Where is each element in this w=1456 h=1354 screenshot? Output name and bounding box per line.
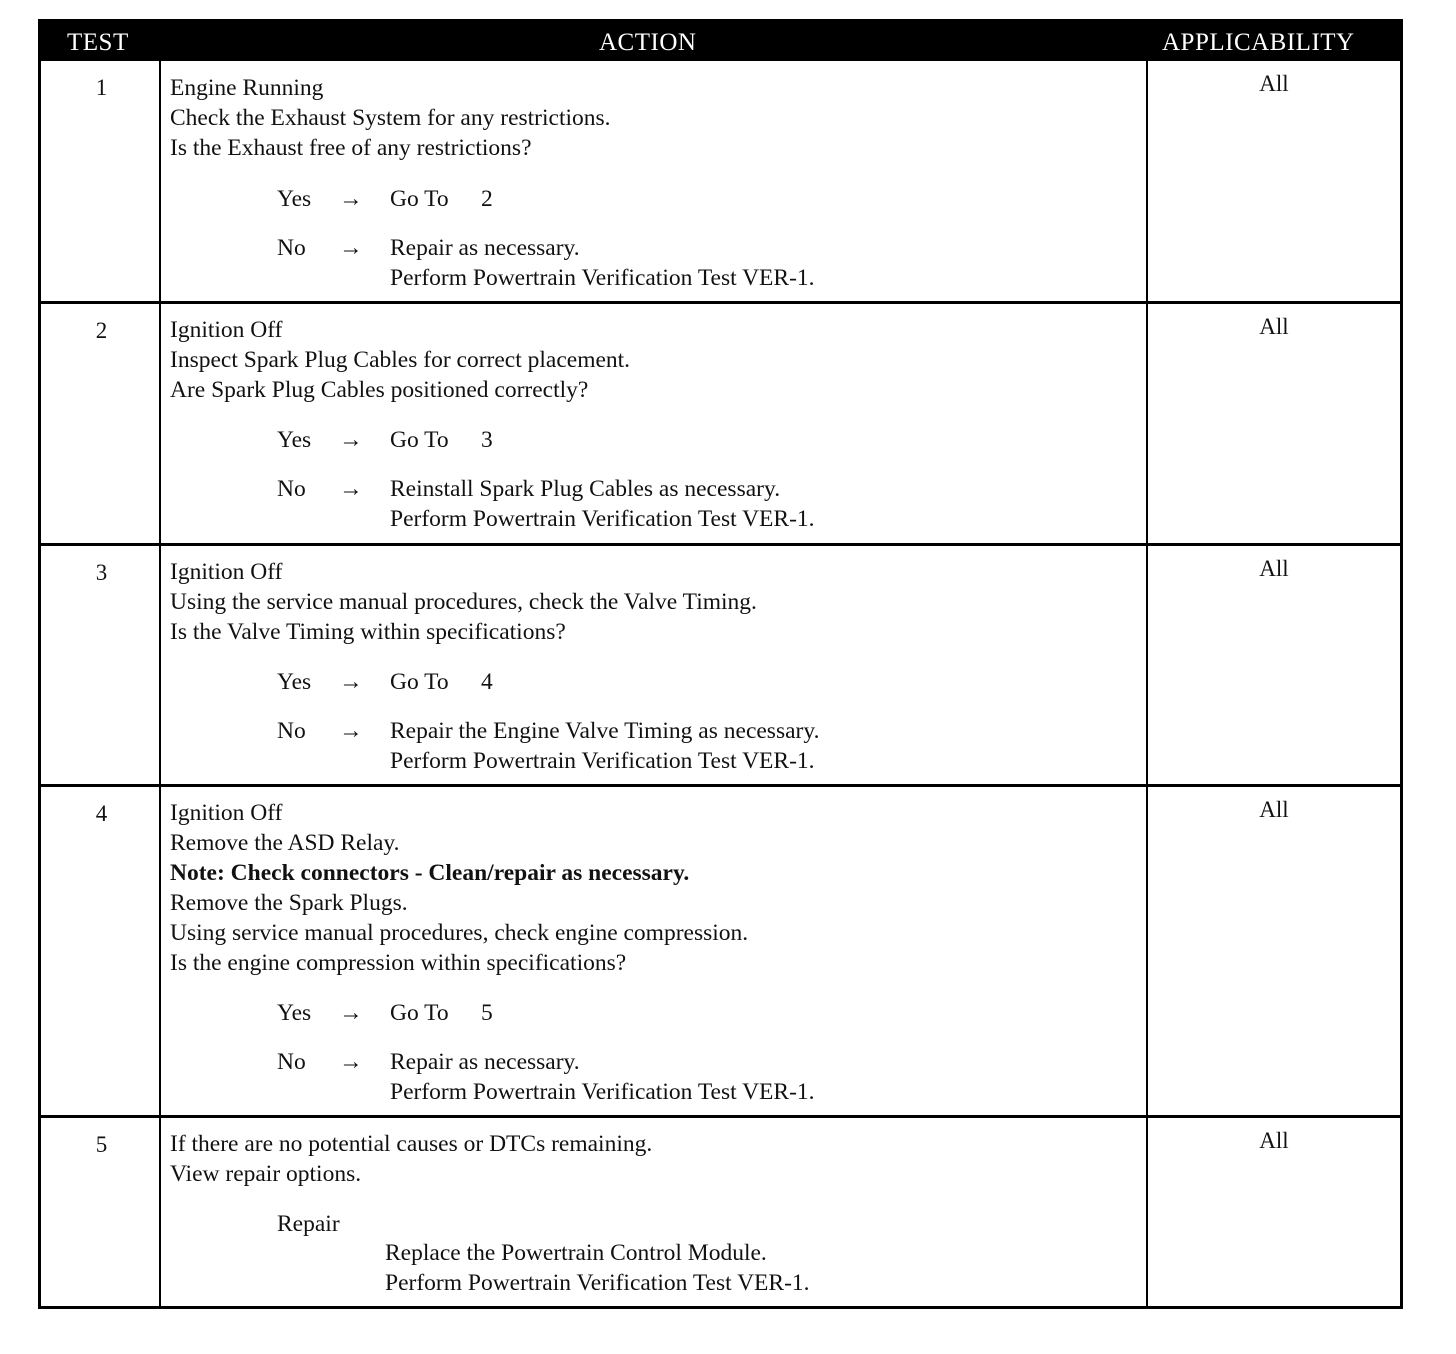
no-result-text: Perform Powertrain Verification Test VER-1. xyxy=(390,1079,815,1105)
goto-text: Go To xyxy=(390,669,449,695)
applicability-value: All xyxy=(1259,556,1289,581)
no-result-text: Perform Powertrain Verification Test VER-1. xyxy=(390,265,815,291)
goto-target-link[interactable]: 4 xyxy=(481,669,493,695)
header-applicability: APPLICABILITY xyxy=(1162,29,1355,56)
test-number: 3 xyxy=(95,560,108,585)
no-label: No xyxy=(277,718,306,744)
test-number: 5 xyxy=(95,1132,108,1157)
applicability-value: All xyxy=(1259,71,1289,96)
no-label: No xyxy=(277,476,306,502)
table-row xyxy=(41,546,1400,786)
goto-text: Go To xyxy=(390,186,449,212)
no-result-text: Repair as necessary. xyxy=(390,235,580,261)
no-label: No xyxy=(277,235,306,261)
no-result-text: Perform Powertrain Verification Test VER-1. xyxy=(390,748,815,774)
header-test: TEST xyxy=(67,29,129,56)
arrow-icon: → xyxy=(339,427,363,453)
action-line: Remove the Spark Plugs. xyxy=(170,890,408,916)
action-line: Remove the ASD Relay. xyxy=(170,830,400,856)
repair-label: Repair xyxy=(277,1211,340,1237)
table-row xyxy=(41,1118,1400,1306)
table-header xyxy=(41,22,1400,61)
action-line: View repair options. xyxy=(170,1161,362,1187)
diagnostic-test-table xyxy=(38,19,1403,1309)
table-row xyxy=(41,787,1400,1117)
applicability-value: All xyxy=(1259,797,1289,822)
action-line: Is the Exhaust free of any restrictions? xyxy=(170,135,532,161)
goto-target-link[interactable]: 2 xyxy=(481,186,493,212)
action-line: Is the Valve Timing within specifications? xyxy=(170,619,566,645)
action-line: If there are no potential causes or DTCs remaining. xyxy=(170,1131,653,1157)
action-line: Ignition Off xyxy=(170,559,283,585)
test-number: 2 xyxy=(95,318,108,343)
goto-target-link[interactable]: 5 xyxy=(481,1000,493,1026)
no-label: No xyxy=(277,1049,306,1075)
action-line: Check the Exhaust System for any restrictions. xyxy=(170,105,611,131)
goto-text: Go To xyxy=(390,1000,449,1026)
yes-label: Yes xyxy=(277,427,312,453)
no-result-text: Repair as necessary. xyxy=(390,1049,580,1075)
goto-text: Go To xyxy=(390,427,449,453)
yes-label: Yes xyxy=(277,186,312,212)
action-line: Inspect Spark Plug Cables for correct placement. xyxy=(170,347,631,373)
no-result-text: Reinstall Spark Plug Cables as necessary. xyxy=(390,476,781,502)
arrow-icon: → xyxy=(339,1049,363,1075)
repair-text: Perform Powertrain Verification Test VER-1. xyxy=(385,1270,810,1296)
no-result-text: Perform Powertrain Verification Test VER-1. xyxy=(390,506,815,532)
action-line: Engine Running xyxy=(170,75,324,101)
applicability-value: All xyxy=(1259,1128,1289,1153)
test-number: 4 xyxy=(95,801,108,826)
action-line: Ignition Off xyxy=(170,317,283,343)
yes-label: Yes xyxy=(277,669,312,695)
goto-target-link[interactable]: 3 xyxy=(481,427,493,453)
arrow-icon: → xyxy=(339,186,363,212)
table-row xyxy=(41,61,1400,301)
arrow-icon: → xyxy=(339,669,363,695)
note-line: Note: Check connectors - Clean/repair as necessary. xyxy=(170,860,690,886)
action-line: Are Spark Plug Cables positioned correctly? xyxy=(170,377,589,403)
table-row xyxy=(41,304,1400,544)
action-line: Is the engine compression within specifications? xyxy=(170,950,627,976)
repair-text: Replace the Powertrain Control Module. xyxy=(385,1240,767,1266)
action-line: Using service manual procedures, check engine compression. xyxy=(170,920,749,946)
applicability-value: All xyxy=(1259,314,1289,339)
arrow-icon: → xyxy=(339,1000,363,1026)
header-action: ACTION xyxy=(599,29,697,56)
arrow-icon: → xyxy=(339,718,363,744)
no-result-text: Repair the Engine Valve Timing as necessary. xyxy=(390,718,820,744)
action-line: Ignition Off xyxy=(170,800,283,826)
action-line: Using the service manual procedures, check the Valve Timing. xyxy=(170,589,757,615)
arrow-icon: → xyxy=(339,235,363,261)
arrow-icon: → xyxy=(339,476,363,502)
test-number: 1 xyxy=(95,75,108,100)
yes-label: Yes xyxy=(277,1000,312,1026)
